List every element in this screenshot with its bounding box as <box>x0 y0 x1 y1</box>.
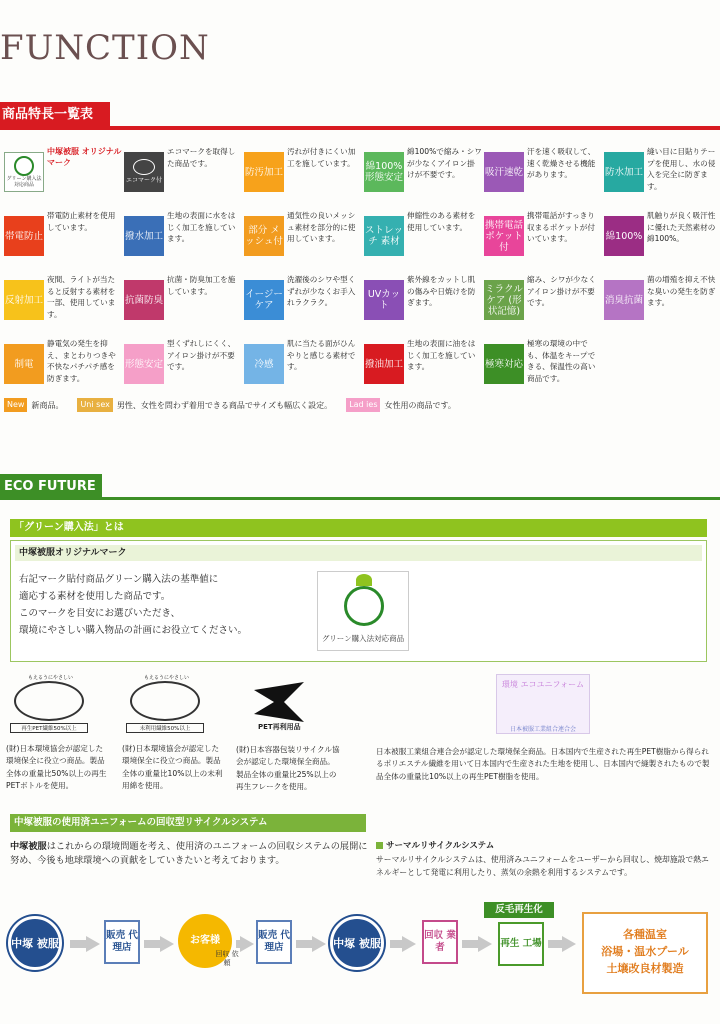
feature-desc: 肌触りが良く吸汗性に優れた天然素材の綿100%。 <box>647 211 716 244</box>
feature-desc: 夜間、ライトが当たると反射する素材を一部、使用しています。 <box>47 275 116 319</box>
feature-desc: 汗を速く吸収して、速く乾燥させる機能があります。 <box>527 147 596 180</box>
dealer-node: 販売 代理店 <box>104 920 140 964</box>
recycle-text: 中塚被服はこれからの環境問題を考え、使用済のユニフォームの回収システムの展開に努め、今後も地球環境への貢献をしていきたいと考えております。 <box>10 841 368 866</box>
green-purchase-logo: グリーン購入法対応商品 <box>317 571 409 651</box>
collect-request-label: 回収 依頼 <box>215 950 239 967</box>
green-law-heading: 「グリーン購入法」とは <box>10 519 707 537</box>
feature-item <box>244 146 364 208</box>
feature-item <box>124 210 244 272</box>
feature-desc: 帯電防止素材を使用しています。 <box>47 211 116 232</box>
legend-text: 新商品。 <box>31 400 64 410</box>
feature-desc: 静電気の発生を抑え、まとわりつきや不快なパチパチ感を防ぎます。 <box>47 339 116 383</box>
globe-icon <box>344 586 384 626</box>
eco-mark-icon <box>133 159 155 175</box>
feature-item <box>484 210 604 272</box>
feature-badge: 綿100% <box>604 216 644 256</box>
arrow-icon <box>402 936 416 952</box>
feature-desc: 極寒の環境の中でも、体温をキープできる、保温性の高い商品です。 <box>527 339 596 383</box>
feature-badge: 消臭抗菌 <box>604 280 644 320</box>
feature-item <box>4 338 124 400</box>
feature-grid <box>4 146 720 402</box>
feature-desc: 生地の表面に油をはじく加工を施しています。 <box>407 339 476 372</box>
feature-badge: 抗菌防臭 <box>124 280 164 320</box>
feature-desc: 抗菌・防臭加工を施しています。 <box>167 275 236 296</box>
feature-desc: 縫い目に目貼りテープを使用し、水の侵入を完全に防ぎます。 <box>647 147 716 191</box>
thermal-heading: サーマルリサイクルシステム <box>376 839 494 851</box>
feature-item <box>484 146 604 208</box>
feature-badge: 吸汗速乾 <box>484 152 524 192</box>
arrow-icon <box>478 936 492 952</box>
arrow-icon <box>160 936 174 952</box>
ecomark-cotton-block: もえるうにやさしい 未利用繊維50%以上 (財)日本環境協会が認定した環境保全に役立つ商品。製品全体の重量比10%以上の未利用綿を使用。 <box>122 675 223 791</box>
feature-item <box>604 210 720 272</box>
feature-desc: 汚れが付きにくい加工を施しています。 <box>287 147 356 168</box>
feature-badge: 防汚加工 <box>244 152 284 192</box>
feature-row <box>4 146 720 208</box>
feature-item <box>124 274 244 336</box>
green-purchase-badge: グリーン購入法対応商品 <box>4 152 44 192</box>
feature-item <box>364 210 484 272</box>
maker-node: 中塚 被服 <box>8 916 62 970</box>
feature-desc: 菌の増殖を抑え不快な臭いの発生を防ぎます。 <box>647 275 716 308</box>
feature-badge: 綿100% 形態安定 <box>364 152 404 192</box>
section-divider <box>0 126 720 130</box>
feature-badge: イージー ケア <box>244 280 284 320</box>
pet-recycle-icon <box>254 682 304 722</box>
ecomark-icon <box>130 681 200 721</box>
feature-badge: UVカット <box>364 280 404 320</box>
feature-desc: 通気性の良いメッシュ素材を部分的に使用しています。 <box>287 211 356 244</box>
original-mark-box <box>10 540 707 662</box>
recycle-flow <box>0 902 720 1012</box>
feature-item <box>364 338 484 400</box>
feature-badge: 形態安定 <box>124 344 164 384</box>
feature-badge: 撥油加工 <box>364 344 404 384</box>
feature-desc: 紫外線をカットし肌の傷みや日焼けを防ぎます。 <box>407 275 476 308</box>
feature-desc: 生地の表面に水をはじく加工を施しています。 <box>167 211 236 244</box>
maker-node: 中塚 被服 <box>330 916 384 970</box>
section-label-features: 商品特長一覧表 <box>0 102 110 128</box>
feature-item <box>244 210 364 272</box>
feature-badge: 防水加工 <box>604 152 644 192</box>
feature-item <box>244 274 364 336</box>
feature-item <box>364 146 484 208</box>
feature-badge: ストレッチ 素材 <box>364 216 404 256</box>
globe-icon <box>14 156 34 176</box>
feature-item <box>4 274 124 336</box>
legend-text: 男性、女性を問わず着用できる商品でサイズも幅広く設定。 <box>116 400 333 410</box>
regen-factory-node: 再生 工場 <box>498 922 544 966</box>
ecomark-icon <box>14 681 84 721</box>
feature-item <box>124 338 244 400</box>
feature-badge: ミラクルケア (形状記憶) <box>484 280 524 320</box>
feature-item <box>484 338 604 400</box>
collector-node: 回収 業者 <box>422 920 458 964</box>
section-divider <box>0 497 720 500</box>
customer-node: お客様 <box>178 914 232 968</box>
eco-uniform-caption: 日本被服工業組合連合会が認定した環境保全商品。日本国内で生産された再生PET樹脂から得られるポリエステル繊維を用いて日本国内で生産された生地を使用し、日本国内で縫製されたもので製品全体の重量比10%以上の再生PET樹脂を使用。 <box>376 747 710 781</box>
ladies-tag: Lad ies <box>346 398 380 412</box>
feature-badge: 携帯電話 ポケット付 <box>484 216 524 256</box>
unisex-tag: Uni sex <box>77 398 112 412</box>
section-label-eco: ECO FUTURE <box>0 474 102 500</box>
feature-desc: 携帯電話がすっきり収まるポケットが付いています。 <box>527 211 595 244</box>
dealer-node: 販売 代理店 <box>256 920 292 964</box>
feature-item <box>124 146 244 208</box>
feature-desc: 洗濯後のシワや型くずれが少なくお手入れラクラク。 <box>287 275 356 308</box>
feature-badge: 反射加工 <box>4 280 44 320</box>
feature-desc: 縮み、シワが少なくアイロン掛けが不要です。 <box>527 275 596 308</box>
feature-badge: 撥水加工 <box>124 216 164 256</box>
feature-desc: 伸縮性のある素材を使用しています。 <box>407 211 476 232</box>
feature-desc: エコマークを取得した商品です。 <box>167 147 236 168</box>
feature-item <box>4 146 124 208</box>
feature-badge: 極寒対応 <box>484 344 524 384</box>
feature-item <box>364 274 484 336</box>
pet-recycle-block: PET再利用品 (財)日本容器包装リサイクル協会が認定した環境保全商品。製品全体の重量比25%以上の再生フレークを使用。 <box>236 674 336 794</box>
feature-row <box>4 338 720 400</box>
recycle-heading: 中塚被服の使用済ユニフォームの回収型リサイクルシステム <box>10 814 366 832</box>
feature-item <box>604 146 720 208</box>
square-icon <box>376 842 383 849</box>
arrow-icon <box>562 936 576 952</box>
feature-badge: 制電 <box>4 344 44 384</box>
regen-banner: 反毛再生化 <box>484 902 554 918</box>
destinations-box: 各種温室 浴場・温水プール 土壌改良材製造 <box>582 912 708 994</box>
legend-text: 女性用の商品です。 <box>384 400 456 410</box>
feature-desc: 肌に当たる面がひんやりと感じる素材です。 <box>287 339 356 372</box>
page-title: FUNCTION <box>0 28 210 68</box>
eco-uniform-mark: 環境 エコユニフォーム 日本被服工業組合連合会 <box>496 674 590 734</box>
original-mark-title: 中塚被服オリジナルマーク <box>15 545 702 561</box>
arrow-icon <box>240 936 254 952</box>
feature-desc: 中塚被服 オリジナルマーク <box>47 147 122 167</box>
new-tag: New <box>4 398 27 412</box>
feature-badge: 冷感 <box>244 344 284 384</box>
arrow-icon <box>86 936 100 952</box>
feature-badge: 部分 メッシュ付 <box>244 216 284 256</box>
arrow-icon <box>312 936 326 952</box>
feature-item <box>484 274 604 336</box>
feature-badge: 帯電防止 <box>4 216 44 256</box>
feature-item <box>4 210 124 272</box>
legend <box>4 398 470 412</box>
feature-row <box>4 274 720 336</box>
thermal-text: サーマルリサイクルシステムは、使用済みユニフォームをユーザーから回収し、焼却施設で熱エネルギーとして発電に利用したり、蒸気の余熱を利用するシステムです。 <box>376 855 709 877</box>
feature-item <box>244 338 364 400</box>
sprout-icon <box>356 574 372 586</box>
feature-desc: 綿100%で縮み・シワが少なくアイロン掛けが不要です。 <box>407 147 482 180</box>
feature-item <box>604 274 720 336</box>
feature-desc: 型くずれしにくく、アイロン掛けが不要です。 <box>167 339 236 372</box>
ecomark-pet-block: もえるうにやさしい 再生PET繊維50%以上 (財)日本環境協会が認定した環境保全に役立つ商品。製品全体の重量比50%以上の再生PETボトルを使用。 <box>6 675 107 791</box>
feature-row <box>4 210 720 272</box>
original-mark-text: 右記マーク貼付商品グリーン購入法の基準値に 適応する素材を使用した商品です。 このマークを目安にお選びいただき、 環境にやさしい購入物品の計画にお役立てください。 <box>19 574 248 636</box>
eco-mark-badge: エコマーク付 <box>124 152 164 192</box>
